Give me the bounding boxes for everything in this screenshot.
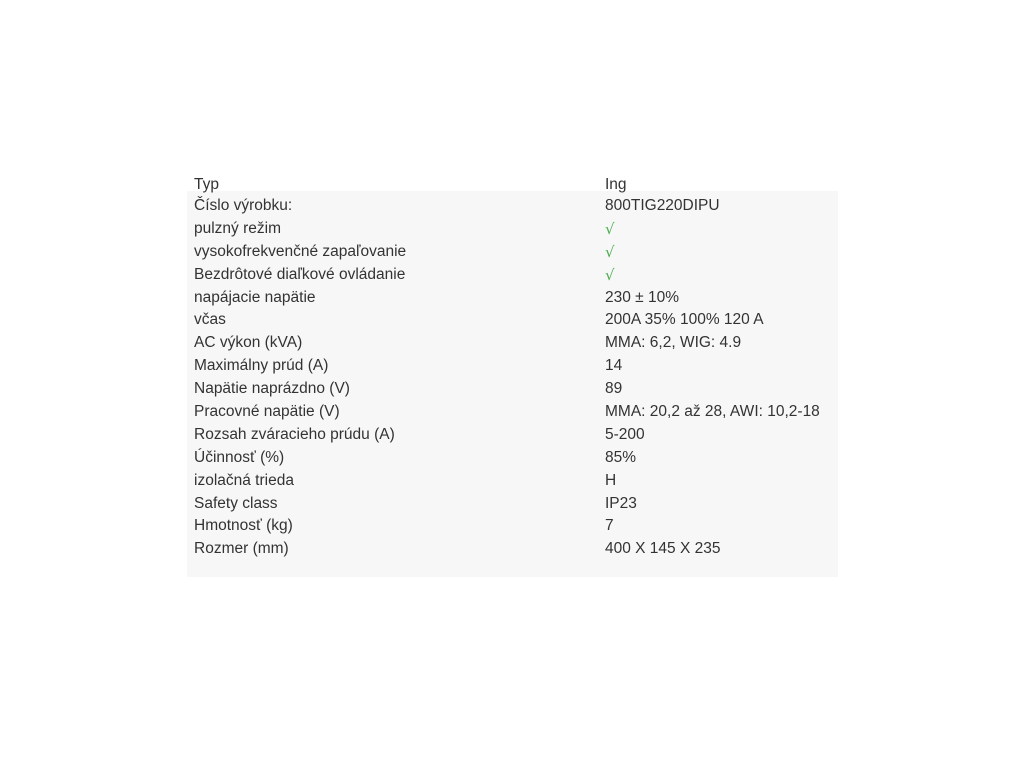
spec-row <box>187 264 838 287</box>
spec-value: 5-200 <box>605 425 645 443</box>
spec-label: AC výkon (kVA) <box>194 334 303 352</box>
spec-label: Napätie naprázdno (V) <box>194 380 350 398</box>
spec-value: 400 X 145 X 235 <box>605 540 721 558</box>
clipped-row-label: Typ <box>194 176 219 193</box>
spec-row <box>187 470 838 493</box>
spec-value: H <box>605 471 617 489</box>
spec-value: 7 <box>605 517 614 535</box>
spec-row <box>187 447 838 470</box>
spec-label: Rozsah zváracieho prúdu (A) <box>194 425 395 443</box>
spec-label: Maximálny prúd (A) <box>194 357 329 375</box>
check-icon: √ <box>605 242 615 261</box>
spec-label: Hmotnosť (kg) <box>194 517 293 535</box>
spec-value: 89 <box>605 380 623 398</box>
spec-label: Účinnosť (%) <box>194 448 285 466</box>
spec-row <box>187 332 838 355</box>
spec-rows <box>187 195 838 561</box>
spec-row <box>187 241 838 264</box>
clipped-row-value: Ing <box>605 176 627 193</box>
spec-label: vysokofrekvenčné zapaľovanie <box>194 242 407 260</box>
spec-label: napájacie napätie <box>194 288 316 306</box>
spec-label: pulzný režim <box>194 219 281 237</box>
spec-row <box>187 538 838 561</box>
spec-row <box>187 515 838 538</box>
spec-value: 230 ± 10% <box>605 288 680 306</box>
clipped-row <box>187 174 838 197</box>
spec-value: 200A 35% 100% 120 A <box>605 311 764 329</box>
spec-value: MMA: 6,2, WIG: 4.9 <box>605 334 742 352</box>
spec-label: izolačná trieda <box>194 471 294 489</box>
spec-row <box>187 378 838 401</box>
spec-value: 85% <box>605 448 637 466</box>
spec-row <box>187 493 838 516</box>
spec-row <box>187 355 838 378</box>
spec-row <box>187 401 838 424</box>
spec-row <box>187 218 838 241</box>
check-icon: √ <box>605 219 615 238</box>
spec-table <box>187 176 838 577</box>
spec-label: včas <box>194 311 226 329</box>
spec-value: MMA: 20,2 až 28, AWI: 10,2-18 <box>605 403 820 421</box>
spec-label: Číslo výrobku: <box>194 197 293 214</box>
spec-row <box>187 309 838 332</box>
spec-label: Bezdrôtové diaľkové ovládanie <box>194 265 406 283</box>
spec-label: Safety class <box>194 494 278 512</box>
spec-row <box>187 287 838 310</box>
spec-label: Pracovné napätie (V) <box>194 403 340 421</box>
check-icon: √ <box>605 265 615 284</box>
spec-value: 14 <box>605 357 623 375</box>
spec-row <box>187 424 838 447</box>
spec-value: IP23 <box>605 494 637 512</box>
spec-row <box>187 195 838 218</box>
spec-value: 800TIG220DIPU <box>605 197 720 214</box>
spec-label: Rozmer (mm) <box>194 540 289 558</box>
